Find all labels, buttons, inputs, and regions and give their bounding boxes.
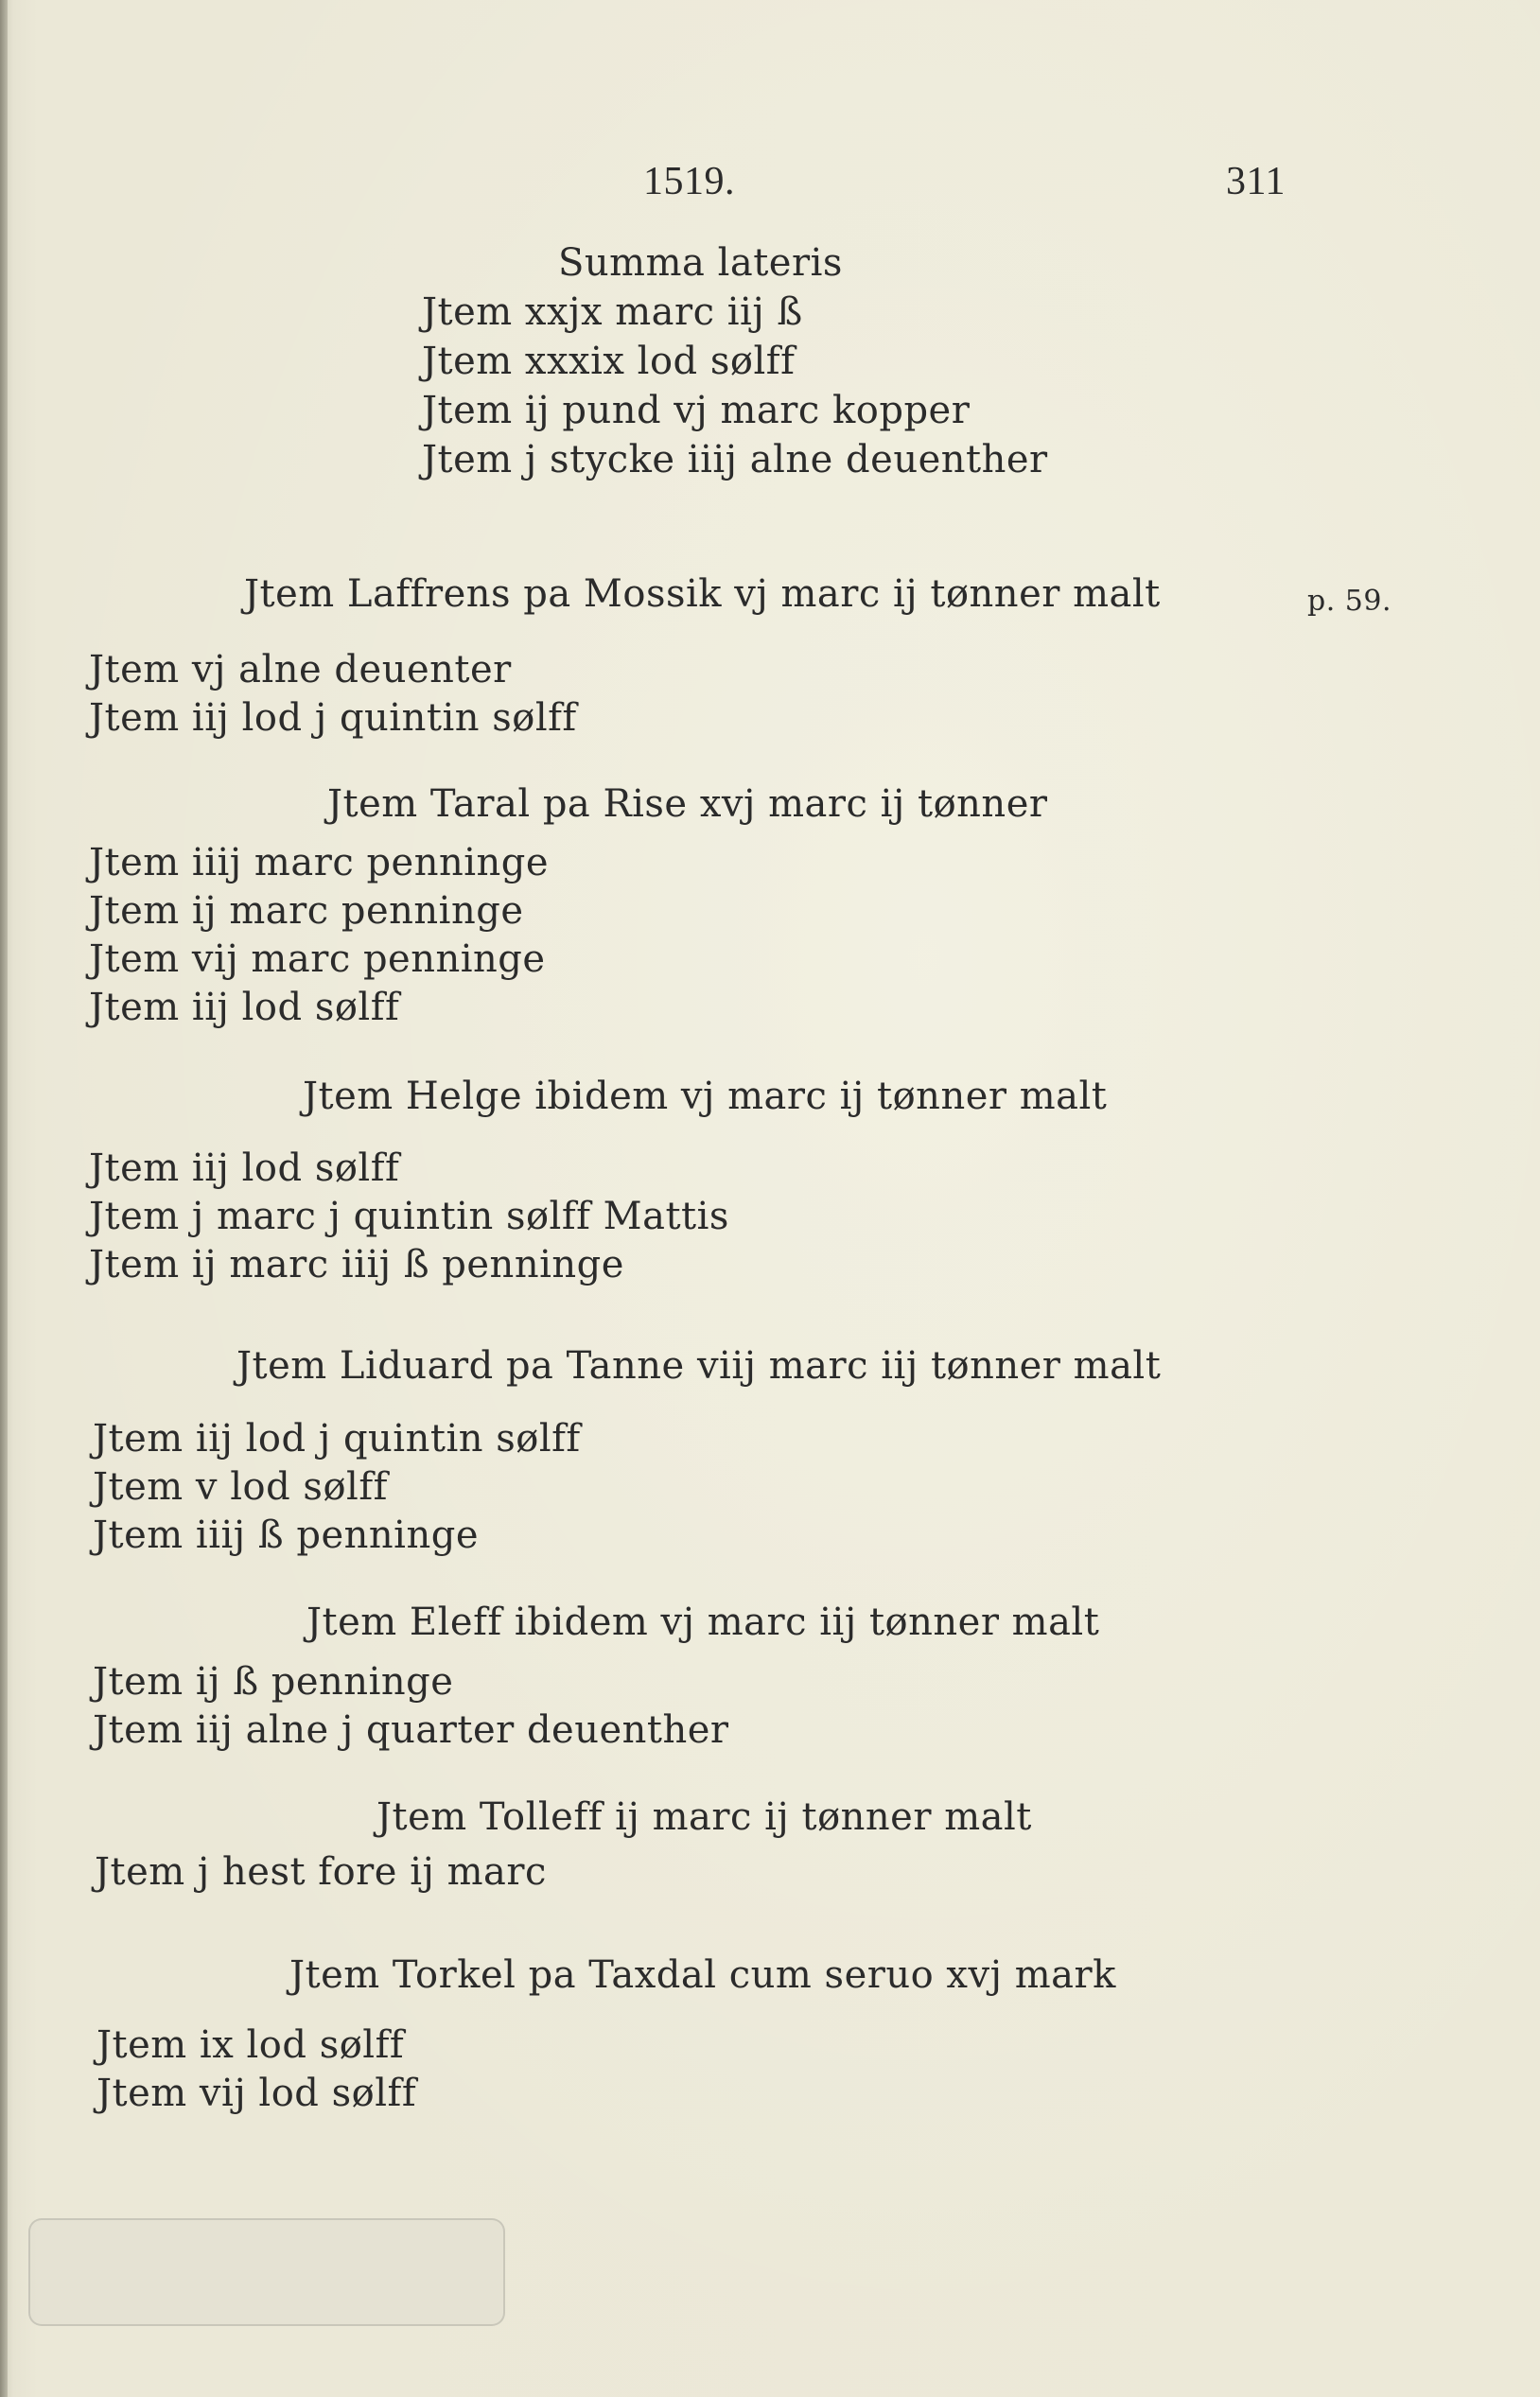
entry-line: Jtem iij lod sølff bbox=[89, 1146, 400, 1190]
entry-line: Jtem iij lod sølff bbox=[89, 986, 400, 1029]
summa-line: Jtem ij pund vj marc kopper bbox=[422, 389, 971, 432]
summa-line: Jtem xxjx marc iij ß bbox=[422, 290, 803, 334]
entry-line: Jtem vij lod sølff bbox=[96, 2072, 417, 2115]
page-number: 311 bbox=[1226, 160, 1286, 203]
entry-line: Jtem ij ß penninge bbox=[93, 1660, 454, 1704]
entry-heading: Jtem Taral pa Rise xvj marc ij tønner bbox=[327, 782, 1048, 826]
entry-line: Jtem iij lod j quintin sølff bbox=[89, 696, 577, 740]
page-stain bbox=[28, 2218, 505, 2326]
entry-heading: Jtem Eleff ibidem vj marc iij tønner malt bbox=[306, 1601, 1100, 1644]
entry-line: Jtem v lod sølff bbox=[93, 1465, 388, 1509]
entry-line: Jtem iij alne j quarter deuenther bbox=[93, 1708, 729, 1752]
summa-line: Jtem xxxix lod sølff bbox=[422, 340, 796, 383]
entry-line: Jtem iiij ß penninge bbox=[93, 1513, 479, 1557]
entry-line: Jtem j marc j quintin sølff Mattis bbox=[89, 1195, 729, 1238]
entry-heading: Jtem Torkel pa Taxdal cum seruo xvj mark bbox=[289, 1953, 1116, 1997]
entry-line: Jtem ij marc penninge bbox=[89, 889, 524, 933]
entry-line: Jtem iij lod j quintin sølff bbox=[93, 1417, 581, 1461]
entry-heading: Jtem Liduard pa Tanne viij marc iij tønner malt bbox=[236, 1344, 1162, 1388]
entry-line: Jtem ix lod sølff bbox=[96, 2023, 405, 2067]
page-year: 1519. bbox=[643, 160, 735, 203]
binding-edge bbox=[0, 0, 8, 2397]
entry-line: Jtem ij marc iiij ß penninge bbox=[89, 1243, 624, 1286]
entry-line: Jtem vj alne deuenter bbox=[89, 648, 512, 691]
entry-heading: Jtem Helge ibidem vj marc ij tønner malt bbox=[303, 1075, 1108, 1118]
margin-page-reference: p. 59. bbox=[1307, 585, 1391, 618]
entry-heading: Jtem Tolleff ij marc ij tønner malt bbox=[376, 1795, 1032, 1839]
entry-line: Jtem iiij marc penninge bbox=[89, 841, 550, 884]
entry-heading: Jtem Laffrens pa Mossik vj marc ij tønner malt bbox=[244, 572, 1161, 616]
entry-line: Jtem vij marc penninge bbox=[89, 937, 546, 981]
entry-line: Jtem j hest fore ij marc bbox=[95, 1850, 547, 1894]
summa-line: Jtem j stycke iiij alne deuenther bbox=[422, 438, 1048, 481]
summa-title: Summa lateris bbox=[558, 241, 843, 285]
